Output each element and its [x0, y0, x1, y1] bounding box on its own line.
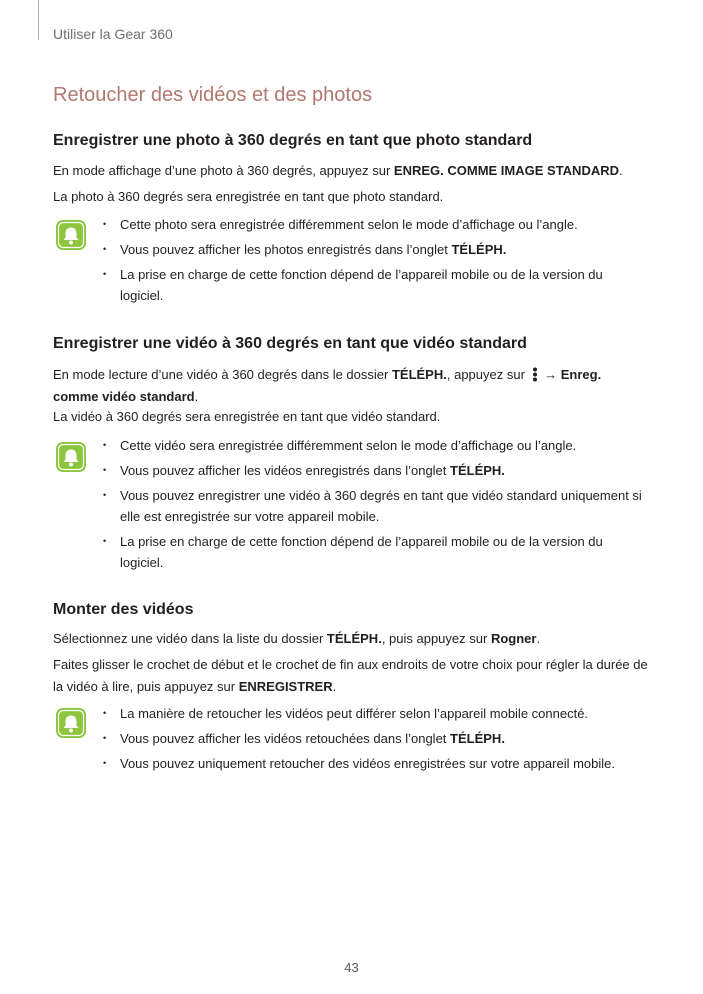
bold-term: Enreg. comme vidéo standard [53, 367, 602, 404]
note-item: • Cette photo sera enregistrée différemment selon le mode d’affichage ou l’angle. [103, 214, 648, 235]
note-list-video [103, 435, 648, 577]
bold-term: TÉLÉPH. [326, 631, 382, 646]
bold-term: TÉLÉPH. [450, 463, 505, 478]
bold-term: ENREG. COMME IMAGE STANDARD [393, 163, 620, 178]
section-edit-paragraph-2 [53, 654, 648, 698]
text: Vous pouvez afficher les photos enregistrés dans l’onglet [120, 242, 452, 257]
note-item: • La manière de retoucher les vidéos peut différer selon l’appareil mobile connecté. [103, 703, 648, 724]
text: Vous pouvez afficher les vidéos retouchées dans l’onglet [120, 731, 451, 746]
text: . [619, 163, 623, 178]
note-item: • La prise en charge de cette fonction dépend de l’appareil mobile ou de la version du logiciel. [103, 531, 648, 573]
note-list-edit [103, 703, 648, 778]
section-edit-paragraph-1 [53, 628, 648, 650]
section-video-paragraph-2: La vidéo à 360 degrés sera enregistrée en tant que vidéo standard. [53, 409, 441, 424]
more-options-icon [531, 367, 539, 382]
text: . [194, 389, 199, 404]
text: En mode affichage d’une photo à 360 degrés, appuyez sur [53, 163, 394, 178]
text: . [332, 679, 337, 694]
text: Faites glisser le crochet de début et le crochet de fin aux endroits de votre choix pour régler la durée de la vidéo à lire, puis appuyez sur [53, 657, 648, 694]
section-photo-paragraph-1 [53, 160, 648, 182]
section-photo-paragraph-2: La photo à 360 degrés sera enregistrée en tant que photo standard. [53, 189, 444, 204]
bold-term: ENREGISTRER [238, 679, 333, 694]
bold-term: TÉLÉPH. [451, 242, 507, 257]
note-item: • Cette vidéo sera enregistrée différemment selon le mode d’affichage ou l’angle. [103, 435, 648, 456]
bold-term: TÉLÉPH. [391, 367, 447, 382]
note-bell-icon [55, 219, 87, 251]
running-header: Utiliser la Gear 360 [53, 26, 173, 42]
text: Sélectionnez une vidéo dans la liste du dossier [53, 631, 327, 646]
bold-term: TÉLÉPH. [450, 731, 505, 746]
page-number: 43 [344, 960, 359, 975]
note-item: • Vous pouvez uniquement retoucher des vidéos enregistrées sur votre appareil mobile. [103, 753, 648, 774]
note-bell-icon [55, 441, 87, 473]
note-item [103, 239, 648, 260]
text: . [536, 631, 541, 646]
text: , appuyez sur [446, 367, 529, 382]
text: , puis appuyez sur [381, 631, 491, 646]
text: Vous pouvez afficher les vidéos enregistrés dans l’onglet [120, 463, 451, 478]
note-list-photo [103, 214, 648, 310]
text: En mode lecture d’une vidéo à 360 degrés dans le dossier [53, 367, 392, 382]
note-item: • La prise en charge de cette fonction dépend de l’appareil mobile ou de la version du logiciel. [103, 264, 648, 306]
section-heading-edit: Monter des vidéos [53, 601, 194, 618]
section-video-paragraph-1 [53, 364, 648, 408]
page-title: Retoucher des vidéos et des photos [53, 84, 373, 106]
bold-term: Rogner [490, 631, 537, 646]
section-heading-photo: Enregistrer une photo à 360 degrés en tant que photo standard [53, 132, 533, 149]
arrow-text: → [540, 367, 561, 382]
header-rule [38, 0, 39, 40]
note-bell-icon [55, 707, 87, 739]
note-item: • Vous pouvez enregistrer une vidéo à 360 degrés en tant que vidéo standard uniquement si elle est enregistrée sur votre appareil mobile. [103, 485, 648, 527]
section-heading-video: Enregistrer une vidéo à 360 degrés en tant que vidéo standard [53, 335, 527, 352]
note-item [103, 460, 648, 481]
note-item [103, 728, 648, 749]
